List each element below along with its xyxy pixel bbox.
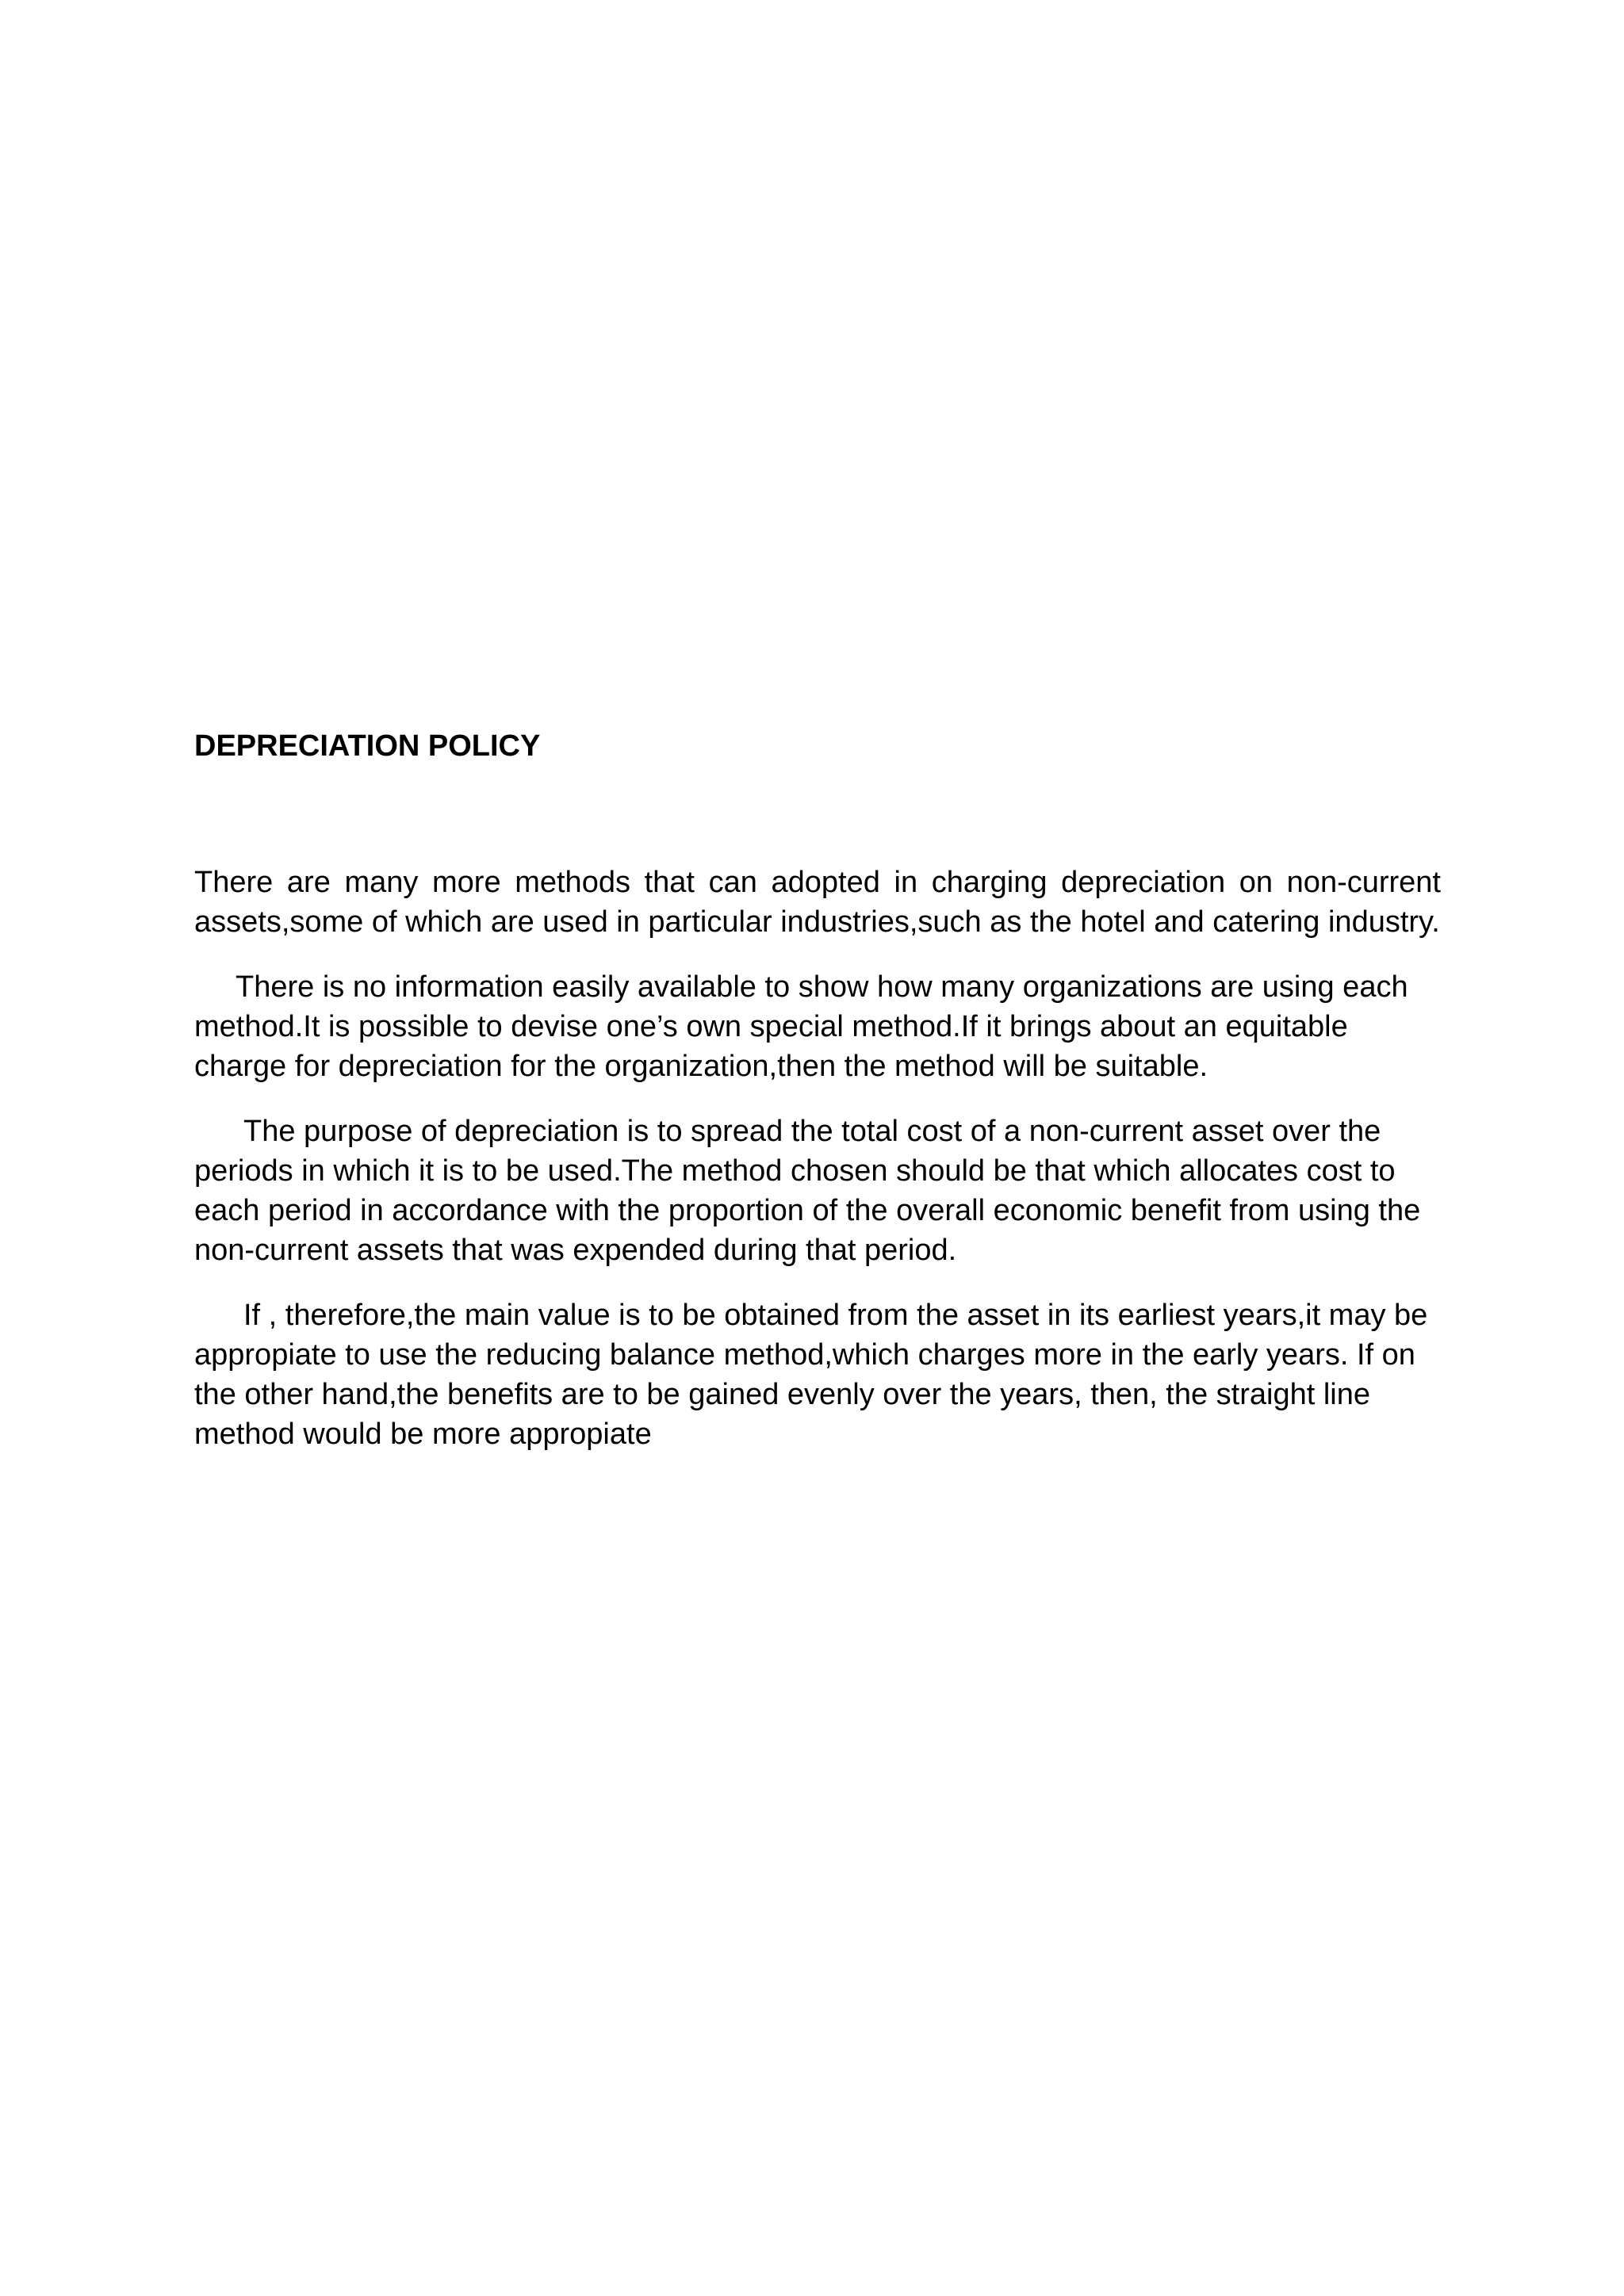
page-title: DEPRECIATION POLICY: [194, 729, 541, 763]
paragraph-method-choice: If , therefore,the main value is to be obtained from the asset in its earliest years,it may be appropiate to use the reducing balance method,which charges more in the early years. If on the other hand,the benefits are to be gained evenly over the years, then, the straight line method would be more appropiate: [194, 1299, 1428, 1451]
paragraph-depreciation-purpose: The purpose of depreciation is to spread the total cost of a non-current asset over the periods in which it is to be used.The method chosen should be that which allocates cost to each period in accordance with the proportion of the overall economic benefit from using the non-current assets that was expended during that period.: [194, 1115, 1421, 1267]
paragraph-method-usage: There is no information easily available to show how many organizations are using each method.It is possible to devise one’s own special method.If it brings about an equitable charge for depreciation for the organization,then the method will be suitable.: [194, 970, 1408, 1083]
document-body: [194, 728, 1441, 1454]
paragraph-depreciation-methods: There are many more methods that can adopted in charging depreciation on non-current assets,some of which are used in particular industries,such as the hotel and catering industry.: [194, 866, 1441, 939]
